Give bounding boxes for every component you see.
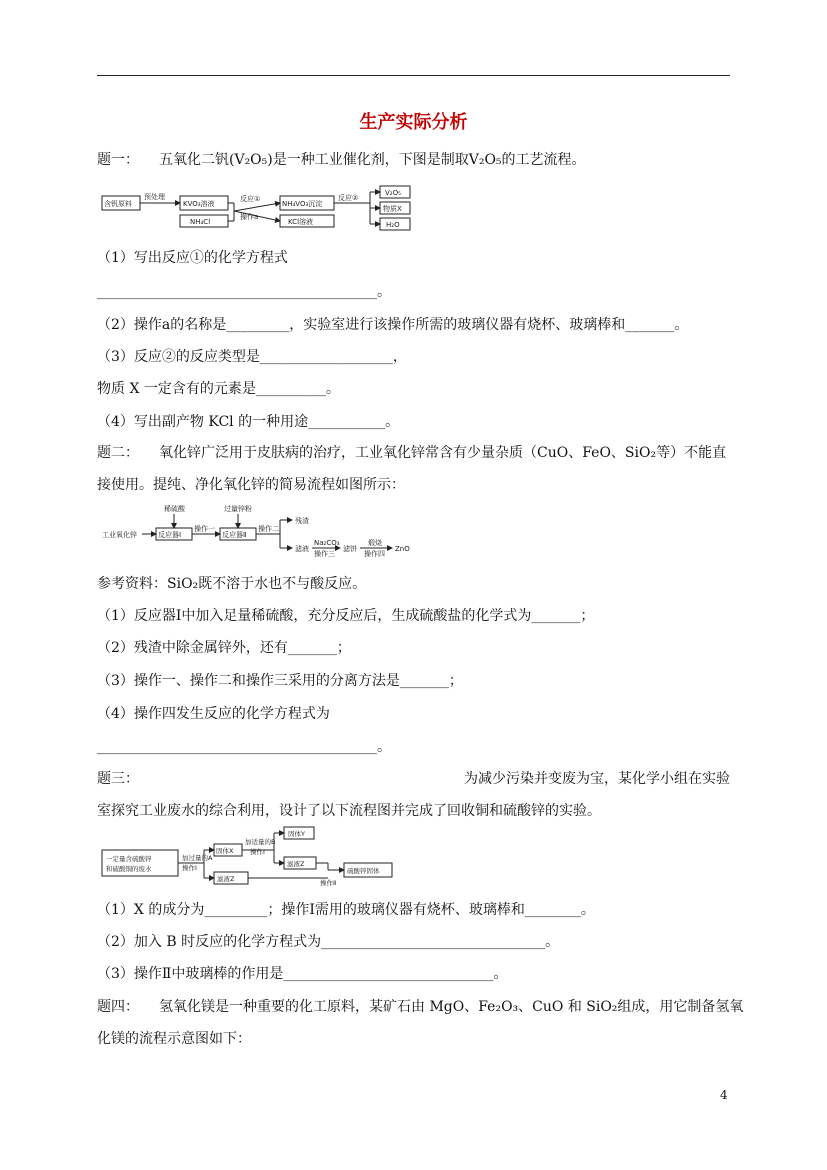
q2-flow-filtrate: 滤液 [295, 545, 309, 553]
q2-flow-raw: 工业氧化锌 [102, 531, 137, 539]
q3-intro-line [97, 768, 730, 788]
q3-intro: 为减少污染并变废为宝，某化学小组在实验 [464, 771, 730, 787]
q1-part2: （2）操作a的名称是_________，实验室进行该操作所需的玻璃仪器有烧杯、玻璃棒和_______。 [97, 317, 689, 333]
q2-reference: 参考资料：SiO₂既不溶于水也不与酸反应。 [97, 576, 367, 592]
q2-intro-line [97, 442, 726, 462]
q1-flow-h2o: H₂O [386, 221, 400, 229]
q2-flow-zno: ZnO [395, 545, 410, 553]
q3-intro2: 室探究工业废水的综合利用，设计了以下流程图并完成了回收铜和硫酸锌的实验。 [97, 803, 601, 819]
page-number: 4 [720, 1088, 728, 1102]
q3-flow-raw1: 一定量含硫酸锌 [106, 855, 152, 863]
q3-flow-addB2: 操作Ⅰ [250, 848, 265, 856]
q1-part1-blank: ________________________________________。 [97, 284, 391, 300]
q2-flow-zn: 过量锌粉 [224, 505, 252, 513]
q3-flow-znso4: 硫酸锌固体 [347, 867, 380, 875]
q1-flow-kvo3: KVO₃溶液 [183, 200, 215, 208]
q2-flow-op2: 操作二 [258, 525, 279, 533]
q1-flow-r1: 反应① [240, 195, 261, 203]
page-title: 生产实际分析 [359, 112, 468, 133]
q1-flow-precip: NH₄VO₃沉淀 [282, 200, 323, 208]
q1-flow-x: 物质X [383, 205, 402, 213]
q2-flow-reactor2: 反应器Ⅱ [222, 531, 247, 539]
q1-intro: 五氧化二钒(V₂O₅)是一种工业催化剂，下图是制取V₂O₅的工艺流程。 [159, 152, 586, 168]
q1-flow-pre: 预处理 [144, 193, 165, 201]
q3-flow-solidY: 固体Y [288, 830, 305, 838]
q2-part2: （2）残渣中除金属锌外，还有_______； [97, 640, 351, 656]
q1-intro-line [97, 149, 586, 169]
q4-intro2: 化镁的流程示意图如下： [97, 1031, 251, 1047]
header-rule [97, 75, 730, 76]
q1-part4: （4）写出副产物 KCl 的一种用途___________。 [97, 414, 400, 430]
q2-flow-calcine: 煅烧 [368, 539, 382, 547]
q3-label: 题三： [97, 771, 139, 787]
q2-flow-op1: 操作一 [194, 525, 215, 533]
q1-flow-opa: 操作a [240, 213, 259, 221]
q2-flow-reactor1: 反应器Ⅰ [158, 531, 182, 539]
q2-flow-cake: 滤饼 [343, 545, 357, 553]
q2-flow-op3: 操作三 [314, 550, 335, 558]
q1-flow-nh4cl: NH₄Cl [190, 218, 211, 226]
q2-flow-acid: 稀硫酸 [164, 505, 185, 513]
q3-flow-filtZ2: 滤液Z [217, 875, 235, 883]
q1-flow-kcl: KCl溶液 [288, 218, 314, 226]
q2-intro2: 接使用。提纯、净化氧化锌的简易流程如图所示： [97, 477, 405, 493]
q3-flow-raw2: 和硫酸铜的废水 [106, 865, 152, 873]
q3-flow-diagram [100, 824, 430, 888]
q1-flow-diagram [100, 183, 420, 233]
q3-part1: （1）X 的成分为_________；操作Ⅰ需用的玻璃仪器有烧杯、玻璃棒和________。 [97, 902, 595, 918]
q1-label: 题一： [97, 152, 139, 168]
q3-flow-addB1: 加适量的B [245, 838, 276, 846]
q3-flow-op2: 操作Ⅱ [320, 879, 337, 887]
q1-flow-v2o5: V₂O₅ [385, 189, 401, 197]
q4-intro-line [97, 996, 743, 1016]
q4-intro: 氢氧化镁是一种重要的化工原料，某矿石由 MgO、Fe₂O₃、CuO 和 SiO₂组成，用它制备氢氧 [159, 999, 744, 1015]
q2-flow-na2co3: Na₂CO₃ [314, 539, 340, 547]
q2-part4: （4）操作四发生反应的化学方程式为 [97, 706, 330, 722]
q2-flow-op4: 操作四 [364, 550, 385, 558]
q2-intro: 氧化锌广泛用于皮肤病的治疗，工业氧化锌常含有少量杂质（CuO、FeO、SiO₂等）不能直 [159, 445, 727, 461]
q1-flow-r2: 反应② [338, 194, 359, 202]
q3-flow-solidX: 固体X [216, 847, 234, 855]
q2-part3: （3）操作一、操作二和操作三采用的分离方法是_______； [97, 673, 463, 689]
q1-part3b: 物质 X 一定含有的元素是__________。 [97, 381, 340, 397]
q2-part1: （1）反应器Ⅰ中加入足量稀硫酸，充分反应后，生成硫酸盐的化学式为_______； [97, 608, 595, 624]
q1-flow-raw: 含钒原料 [104, 200, 132, 208]
q3-flow-op1: 操作Ⅰ [182, 864, 197, 872]
q3-part2: （2）加入 B 时反应的化学方程式为________________________________。 [97, 934, 560, 950]
q3-flow-filtZ1: 滤液Z [287, 860, 305, 868]
q3-part3: （3）操作Ⅱ中玻璃棒的作用是______________________________。 [97, 966, 508, 982]
q4-label: 题四： [97, 999, 139, 1015]
q2-flow-diagram [100, 502, 420, 558]
q1-part3: （3）反应②的反应类型是___________________， [97, 349, 407, 365]
q2-label: 题二： [97, 445, 139, 461]
q1-part1: （1）写出反应①的化学方程式 [97, 250, 288, 266]
q3-flow-addA: 加过量的A [182, 854, 213, 862]
q2-flow-residue: 残渣 [295, 517, 309, 525]
q2-part4-blank: ________________________________________。 [97, 739, 391, 755]
